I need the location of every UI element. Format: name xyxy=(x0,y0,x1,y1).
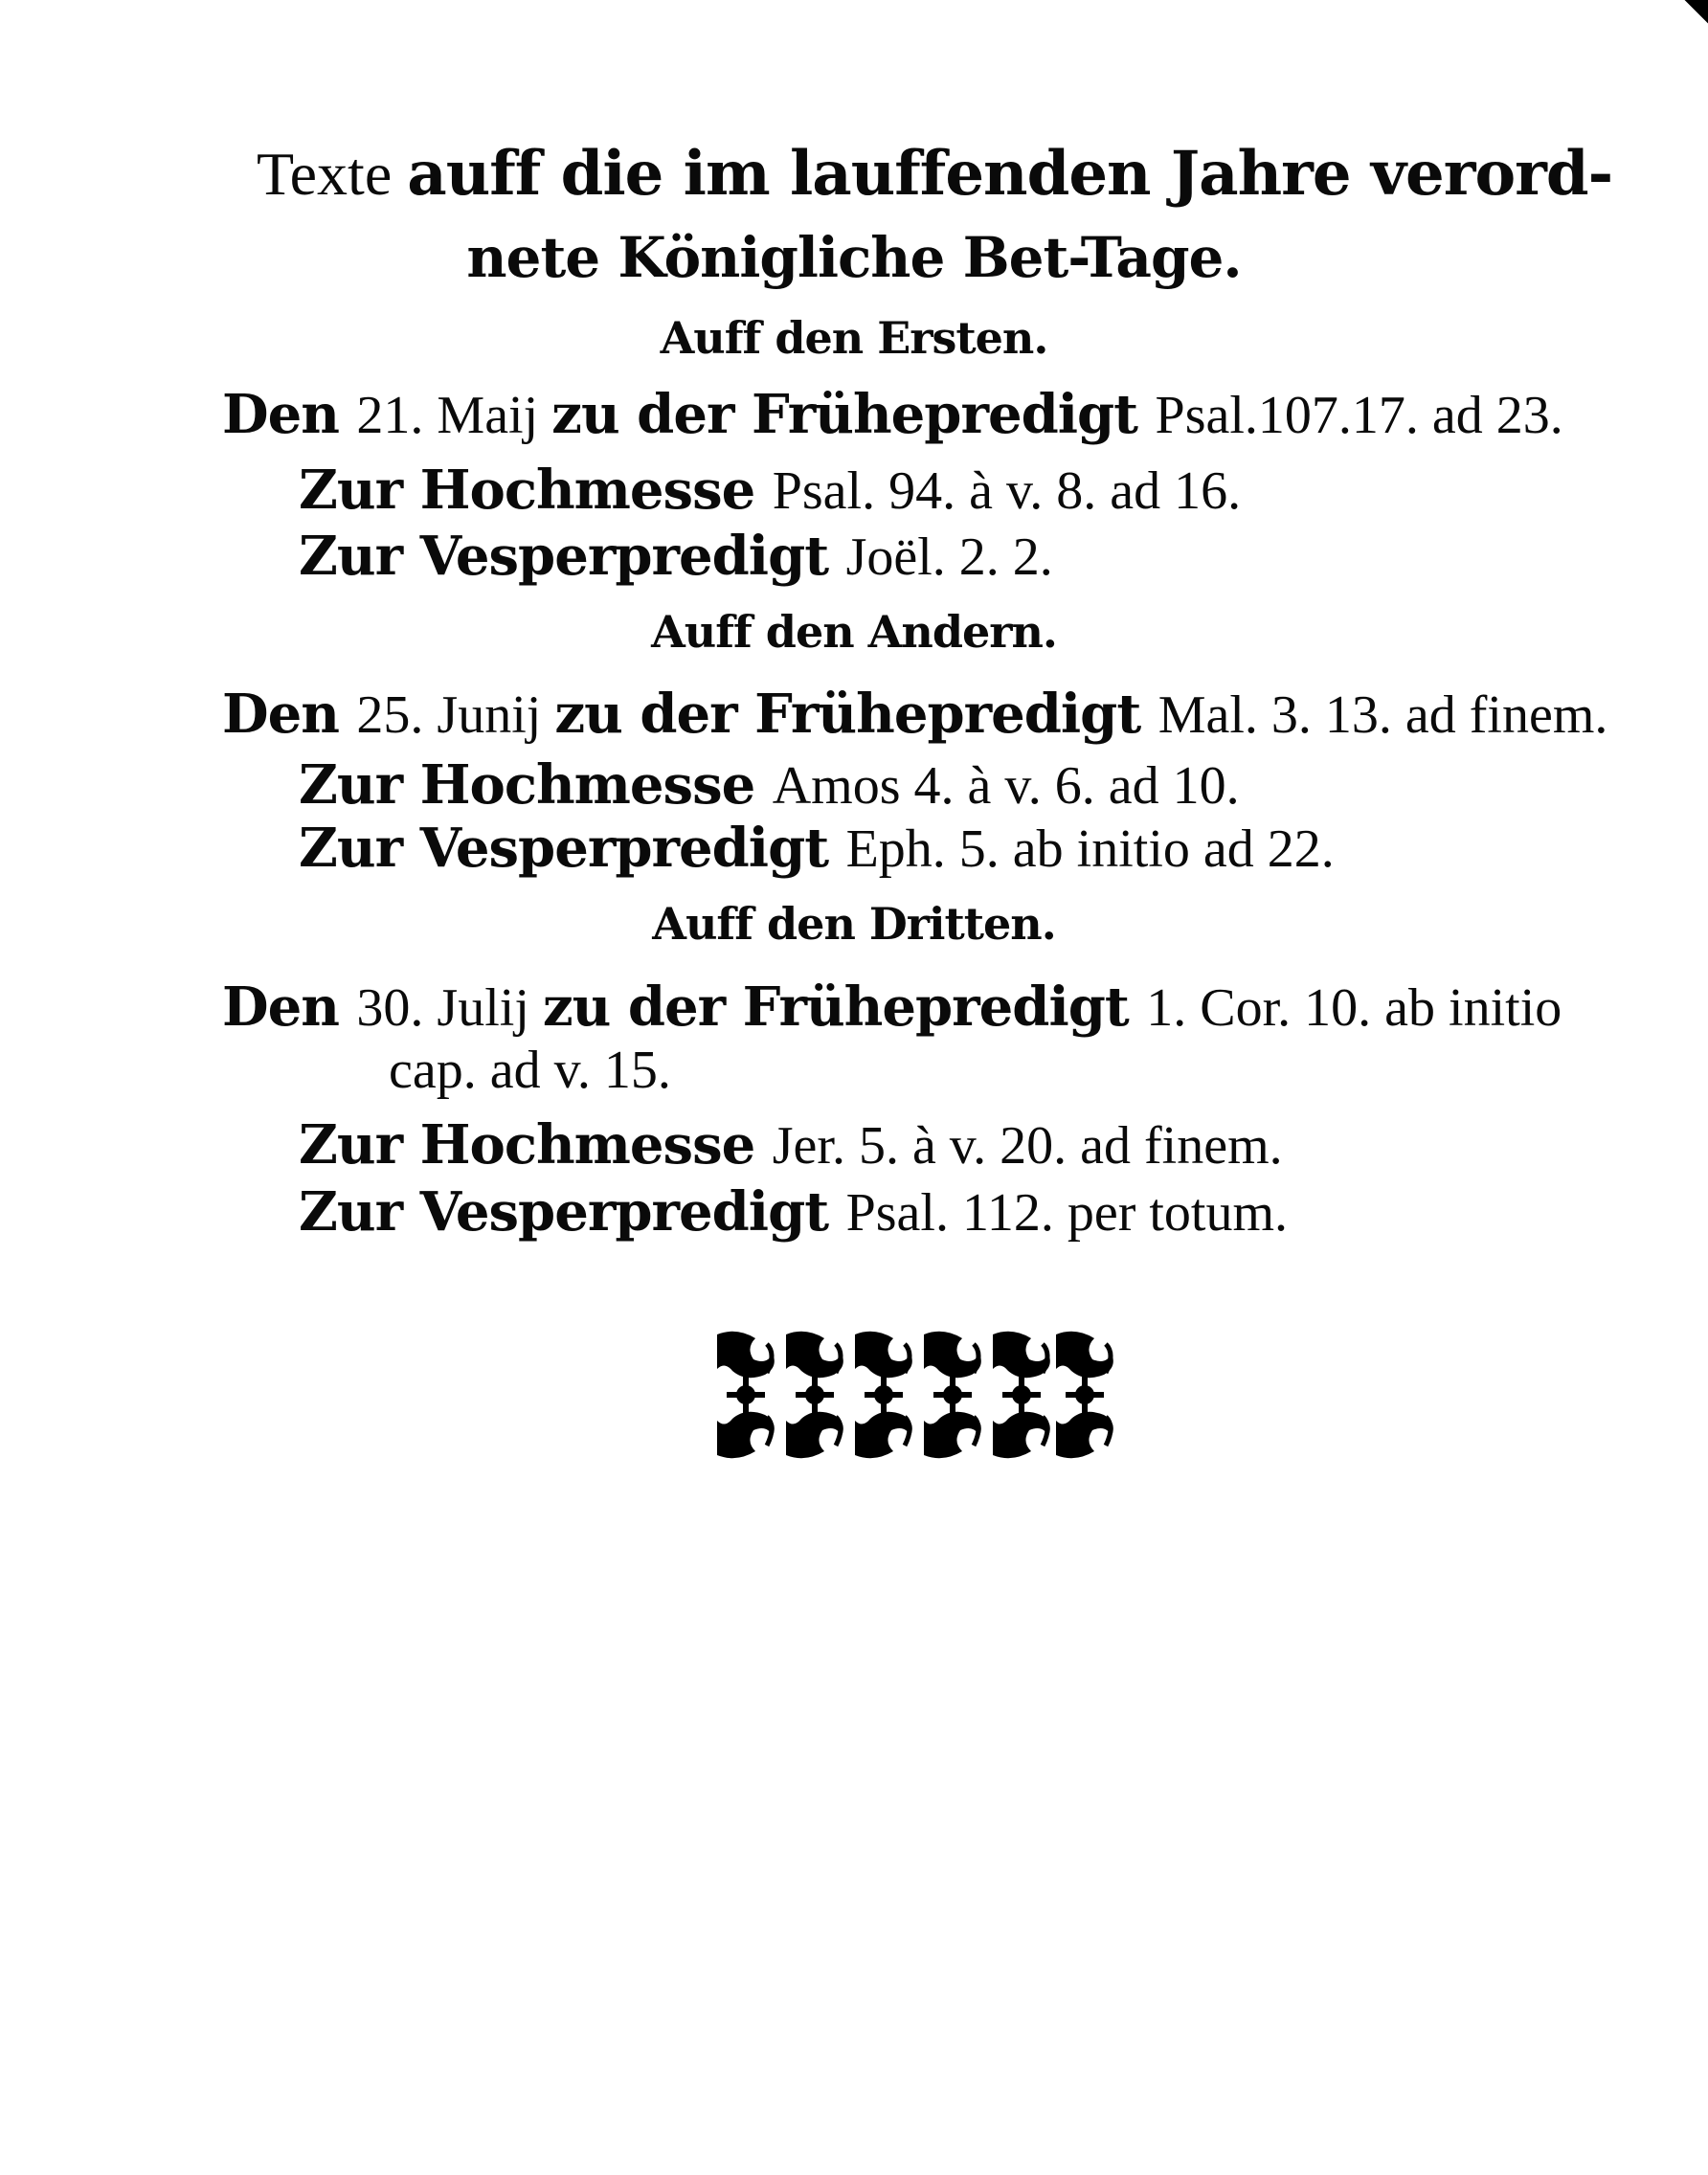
entry-line xyxy=(299,459,1242,522)
entry-line xyxy=(389,1041,671,1100)
text-gothic: Zur Hochmesse xyxy=(299,459,773,522)
entry-line xyxy=(222,383,1563,446)
text-latin: Eph. 5. ab initio ad 22. xyxy=(845,819,1335,879)
text-gothic: Zur Hochmesse xyxy=(299,1113,773,1177)
text-gothic: Zur Vesperpredigt xyxy=(299,525,846,588)
text-latin: Joël. 2. 2. xyxy=(845,527,1053,587)
text-latin: 25. Junij xyxy=(356,685,555,745)
text-gothic: Zur Vesperpredigt xyxy=(299,817,846,880)
entry-line xyxy=(299,753,1240,817)
entry-line xyxy=(222,975,1562,1039)
entry-line xyxy=(222,683,1608,746)
text-gothic: zu der Frühepredigt xyxy=(542,975,1147,1039)
title-part: auff die im lauffenden Jahre verord- xyxy=(407,138,1613,210)
text-gothic: zu der Frühepredigt xyxy=(551,383,1156,446)
section-heading: Auff den Dritten. xyxy=(652,898,1056,950)
text-gothic: Zur Hochmesse xyxy=(299,753,773,817)
page-edge-shadow xyxy=(1670,0,1708,38)
text-latin: Mal. 3. 13. ad finem. xyxy=(1157,685,1608,745)
text-latin: Jer. 5. à v. 20. ad finem. xyxy=(772,1116,1283,1176)
text-latin: 1. Cor. 10. ab initio xyxy=(1146,978,1562,1038)
text-latin: Psal. 94. à v. 8. ad 16. xyxy=(772,461,1242,521)
entry-line xyxy=(299,1113,1283,1177)
text-gothic: zu der Frühepredigt xyxy=(554,683,1158,746)
title-line-2: nete Königliche Bet-Tage. xyxy=(466,225,1242,290)
title-part: Texte xyxy=(257,140,408,208)
entry-line xyxy=(299,1180,1289,1244)
text-gothic: Den xyxy=(222,383,357,446)
text-latin: Amos 4. à v. 6. ad 10. xyxy=(772,756,1240,816)
entry-line xyxy=(299,525,1053,588)
title-line-1 xyxy=(257,138,1613,210)
text-gothic: Zur Vesperpredigt xyxy=(299,1180,846,1244)
text-gothic: Den xyxy=(222,975,357,1039)
text-latin: 21. Maij xyxy=(356,386,552,445)
text-latin: Psal. 112. per totum. xyxy=(845,1183,1289,1243)
entry-line xyxy=(299,817,1335,880)
section-heading: Auff den Andern. xyxy=(651,606,1057,658)
text-latin: cap. ad v. 15. xyxy=(389,1041,671,1100)
section-heading: Auff den Ersten. xyxy=(660,312,1048,364)
printer-ornament xyxy=(708,1325,1117,1465)
text-latin: 30. Julij xyxy=(356,978,543,1038)
text-gothic: Den xyxy=(222,683,357,746)
text-latin: Psal.107.17. ad 23. xyxy=(1155,386,1563,445)
